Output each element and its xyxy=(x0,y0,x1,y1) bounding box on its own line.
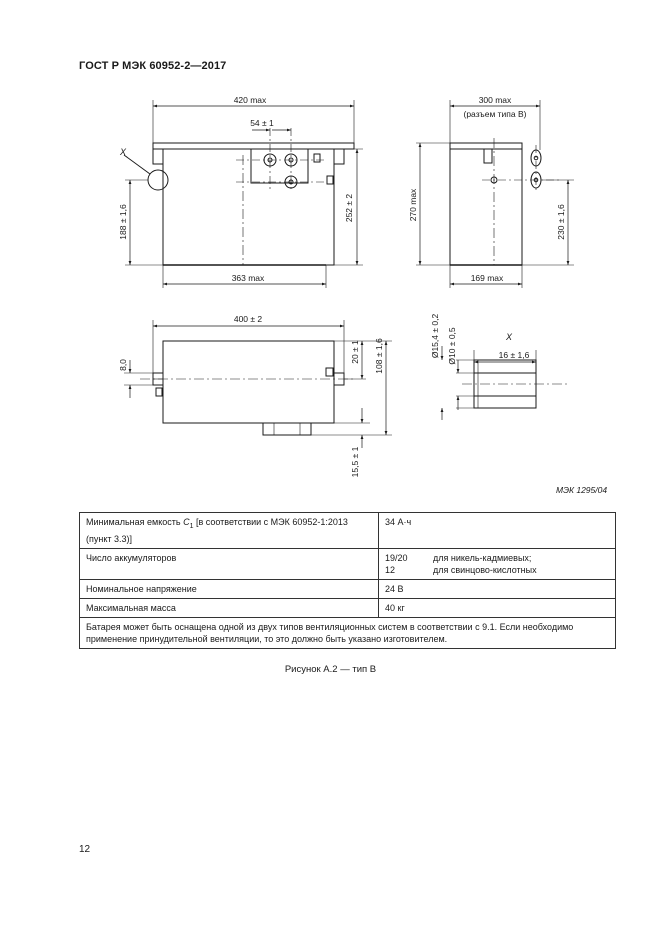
dim-side-width-note: (разъем типа В) xyxy=(463,109,527,119)
figure-caption: Рисунок А.2 — тип В xyxy=(284,664,377,675)
plan-view xyxy=(124,320,392,448)
dim-side-bottom-width: 169 max xyxy=(470,273,504,283)
table-row xyxy=(80,617,616,648)
cells-label: Число аккумуляторов xyxy=(80,548,379,579)
table-note: Батарея может быть оснащена одной из двух типов вентиляционных систем в соответствии с 9.1. Если необходимо применение принудительной вентиляции, то это должно быть указано изготовителем. xyxy=(80,617,616,648)
dim-side-connector-height: 230 ± 1,6 xyxy=(556,204,566,240)
dim-plan-width: 400 ± 2 xyxy=(233,314,263,324)
table-row xyxy=(80,598,616,617)
voltage-label: Номинальное напряжение xyxy=(80,579,379,598)
table-row xyxy=(80,579,616,598)
front-view xyxy=(124,100,363,288)
cells-value: 19/20 для никель-кадмиевых; 12 для свинцово-кислотных xyxy=(379,548,616,579)
figure-reference: МЭК 1295/04 xyxy=(556,485,608,495)
spec-table xyxy=(79,512,616,649)
document-header: ГОСТ Р МЭК 60952-2—2017 xyxy=(79,60,227,72)
dim-plan-protrusion: 15,5 ± 1 xyxy=(350,446,360,478)
dim-side-height: 270 max xyxy=(408,188,418,222)
dim-side-width: 300 max xyxy=(478,95,512,105)
dim-right-height: 252 ± 2 xyxy=(344,193,354,223)
capacity-value: 34 А·ч xyxy=(379,513,616,549)
dim-plan-offset: 8,0 xyxy=(118,359,128,371)
voltage-value: 24 В xyxy=(379,579,616,598)
table-row xyxy=(80,548,616,579)
dim-top-width: 420 max xyxy=(233,95,267,105)
page-number: 12 xyxy=(79,844,91,855)
mass-value: 40 кг xyxy=(379,598,616,617)
detail-mark: X xyxy=(506,332,513,342)
dim-plan-connector: 20 ± 1 xyxy=(350,340,360,364)
dim-plan-depth: 108 ± 1,6 xyxy=(374,338,384,374)
dim-detail-len: 16 ± 1,6 xyxy=(498,350,530,360)
dim-pitch: 54 ± 1 xyxy=(250,118,274,128)
dim-detail-d1: Ø15,4 ± 0,2 xyxy=(430,313,440,359)
view-mark: X xyxy=(120,147,127,157)
capacity-label: Минимальная емкость $C_1$ [в соответствии с МЭК 60952-1:2013 (пункт 3.3)] xyxy=(80,513,379,549)
side-view xyxy=(416,100,574,288)
dim-detail-d2: Ø10 ± 0,5 xyxy=(447,327,457,365)
mass-label: Максимальная масса xyxy=(80,598,379,617)
dim-bottom-width: 363 max xyxy=(231,273,265,283)
dim-left-height: 188 ± 1,6 xyxy=(118,204,128,240)
table-row xyxy=(80,513,616,549)
